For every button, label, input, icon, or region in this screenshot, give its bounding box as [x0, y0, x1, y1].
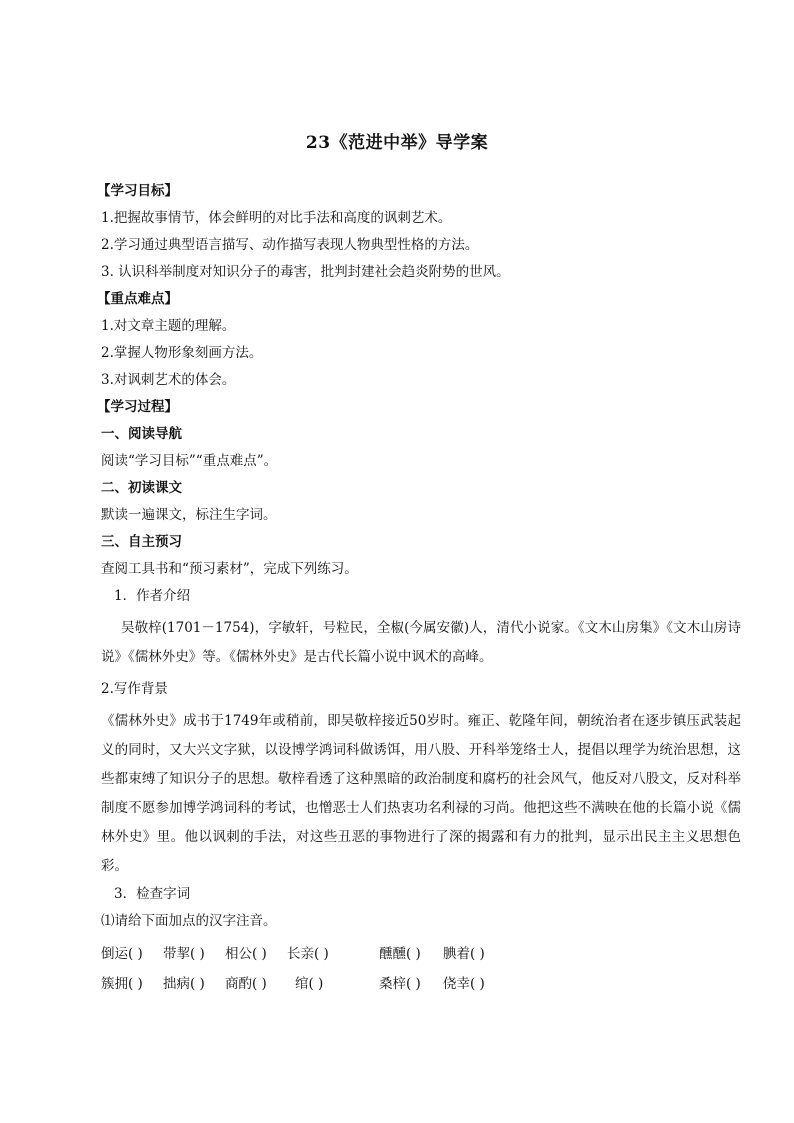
document-body	[97, 178, 741, 999]
word-item: 倒运( )	[101, 946, 143, 962]
word-item: 腆着( )	[443, 946, 485, 962]
goal-item-3: 3. 认识科举制度对知识分子的毒害，批判封建社会趋炎附势的世风。	[101, 264, 510, 280]
word-item: 绾( )	[295, 976, 324, 992]
step1-heading: 一、阅读导航	[101, 426, 182, 442]
word-item: 相公( )	[225, 946, 267, 962]
process-heading: 【学习过程】	[97, 399, 178, 415]
goal-item-2: 2.学习通过典型语言描写、动作描写表现人物典型性格的方法。	[101, 237, 479, 253]
key-point-item-2: 2.掌握人物形象刻画方法。	[101, 345, 263, 361]
word-item: 簇拥( )	[101, 976, 143, 992]
word-row-1	[101, 939, 741, 969]
word-item: 桑梓( )	[379, 976, 421, 992]
key-points-heading: 【重点难点】	[97, 291, 178, 307]
key-point-item-3: 3.对讽刺艺术的体会。	[101, 372, 236, 388]
background-heading: 2.写作背景	[101, 681, 168, 697]
word-item: 商酌( )	[225, 976, 267, 992]
step3-heading: 三、自主预习	[101, 534, 182, 550]
author-text: 吴敬梓(1701－1754)，字敏轩，号粒民，全椒(今属安徽)人，清代小说家。《文木山房集》《文木山房诗说》《儒林外史》等。《儒林外史》是古代长篇小说中讽术的高峰。	[101, 620, 741, 665]
step1-text: 阅读“学习目标”“重点难点”。	[101, 453, 278, 469]
background-text: 《儒林外史》成书于1749年或稍前，即吴敬梓接近50岁时。雍正、乾隆年间，朝统治者在逐步镇压武装起义的同时，又大兴文字狱，以设博学鸿词科做诱饵，用八股、开科举笼络士人，提倡以理学为统治思想，这些都束缚了知识分子的思想。敬梓看透了这种黑暗的政治制度和腐朽的社会风气，他反对八股文，反对科举制度不愿参加博学鸿词科的考试，也憎恶士人们热衷功名利禄的习尚。他把这些不满映在他的长篇小说《儒林外史》里。他以讽刺的手法，对这些丑恶的事物进行了深的揭露和有力的批判，显示出民主主义思想色彩。	[101, 713, 741, 874]
word-item: 带挈( )	[163, 946, 205, 962]
goals-heading: 【学习目标】	[97, 183, 178, 199]
author-heading: 1．作者介绍	[114, 588, 191, 604]
goal-item-1: 1.把握故事情节，体会鲜明的对比手法和高度的讽刺艺术。	[101, 210, 452, 226]
word-item: 醺醺( )	[379, 946, 421, 962]
page-title: 23《范进中举》导学案	[305, 133, 489, 153]
key-point-item-1: 1.对文章主题的理解。	[101, 318, 236, 334]
word-item: 拙病( )	[163, 976, 205, 992]
step2-heading: 二、初读课文	[101, 480, 182, 496]
word-row-2	[101, 969, 741, 999]
word-item: 侥幸( )	[443, 976, 485, 992]
word-item: 长亲( )	[287, 946, 329, 962]
step3-text: 查阅工具书和“预习素材”，完成下列练习。	[101, 561, 358, 577]
step2-text: 默读一遍课文，标注生字词。	[101, 507, 277, 523]
words-heading: 3．检查字词	[114, 886, 191, 902]
words-subheading: ⑴请给下面加点的汉字注音。	[101, 913, 277, 929]
